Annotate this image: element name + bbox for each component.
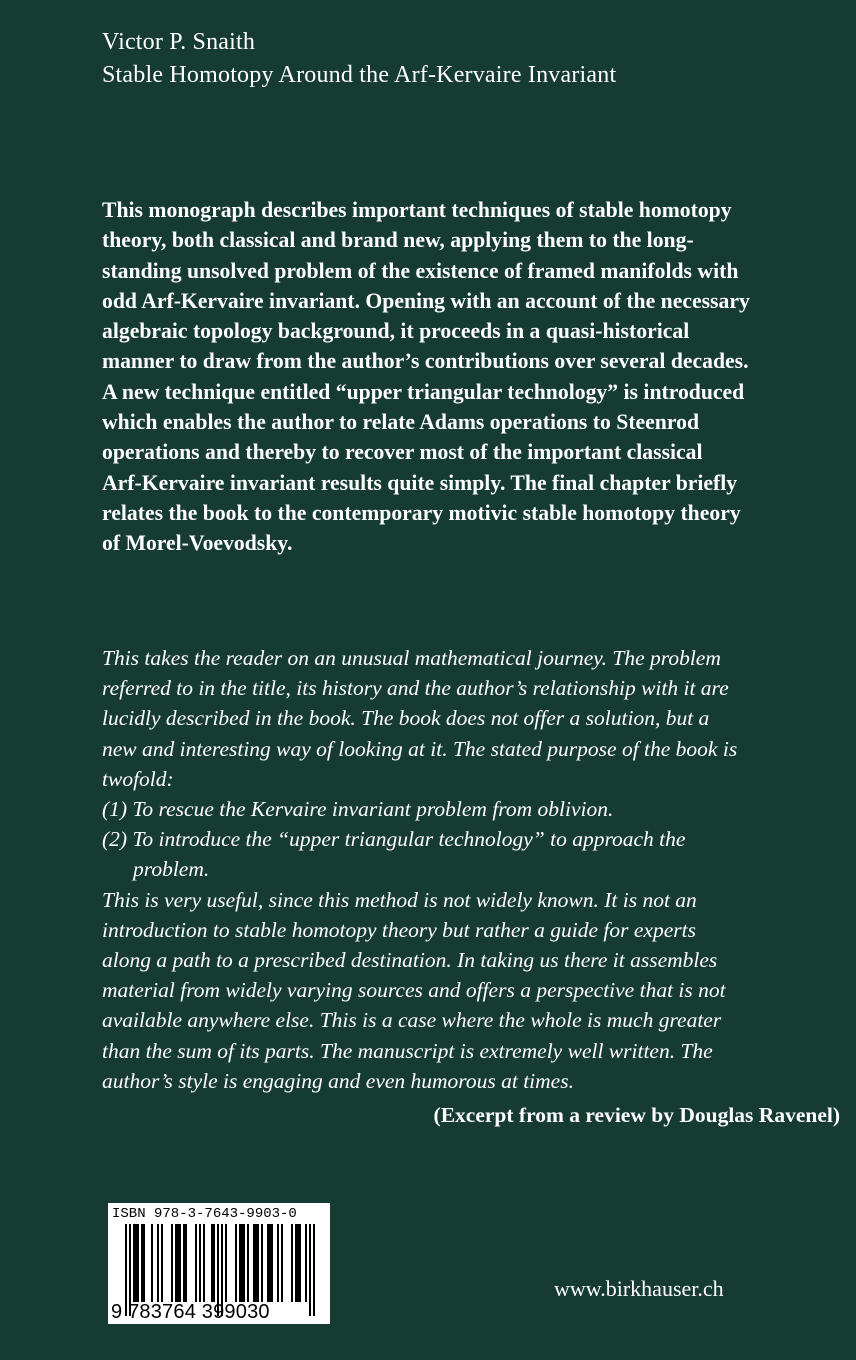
barcode-bar xyxy=(271,1224,273,1302)
review-list-item: (1) To rescue the Kervaire invariant problem from oblivion. xyxy=(102,797,614,822)
barcode-bar xyxy=(243,1224,245,1302)
barcode-bar xyxy=(199,1224,201,1302)
barcode-bar xyxy=(151,1224,153,1302)
barcode-bar xyxy=(161,1224,163,1302)
barcode-bar xyxy=(261,1224,263,1302)
barcode-bar xyxy=(309,1224,311,1316)
barcode-bar xyxy=(277,1224,279,1302)
barcode-bar xyxy=(313,1224,315,1316)
review-conclusion: This is very useful, since this method is not widely known. It is not an introduction to stable homotopy theory but rather a guide for experts along a path to a prescribed destination. In taking us there it assembles material from widely varying sources and offers a perspective that is not available anywhere else. This is a case where the whole is much greater than the sum of its parts. The manuscript is extremely well written. The author’s style is engaging and even humorous at times. xyxy=(102,887,726,1093)
barcode-bar xyxy=(239,1224,241,1302)
header xyxy=(102,26,822,92)
barcode-bar xyxy=(267,1224,269,1302)
barcode-bar xyxy=(235,1224,237,1302)
publisher-website: www.birkhauser.ch xyxy=(554,1276,724,1301)
barcode-bar xyxy=(133,1224,135,1302)
barcode-bar xyxy=(179,1224,181,1302)
barcode-bar xyxy=(305,1224,307,1302)
barcode-bar xyxy=(171,1224,173,1302)
barcode-bar xyxy=(213,1224,215,1302)
barcode-bar xyxy=(241,1224,243,1302)
author-name: Victor P. Snaith xyxy=(102,29,256,55)
book-description: This monograph describes important techniques of stable homotopy theory, both classical and brand new, applying them to the long- standing unsolved problem of the existence of framed manifolds with odd Arf-Kervaire invariant. Opening with an account of the necessary algebraic topology background, it proceeds in a quasi-historical manner to draw from the author’s contributions over several decades. A new technique entitled “upper triangular technology” is introduced which enables the author to relate Adams operations to Steenrod operations and thereby to recover most of the important classical Arf-Kervaire invariant results quite simply. The final chapter briefly relates the book to the contemporary motivic stable homotopy theory of Morel-Voevodsky. xyxy=(102,198,750,556)
review-attribution: (Excerpt from a review by Douglas Ravenel) xyxy=(433,1103,840,1127)
review-list-item: (2) To introduce the “upper triangular technology” to approach the problem. xyxy=(102,827,686,882)
barcode-bar xyxy=(185,1224,187,1302)
barcode-bar xyxy=(253,1224,255,1302)
barcode-bar xyxy=(141,1224,143,1302)
barcode-bar xyxy=(299,1224,301,1302)
barcode-bar xyxy=(175,1224,177,1302)
barcode-bar xyxy=(143,1224,145,1302)
barcode-bar xyxy=(183,1224,185,1302)
barcode-bar xyxy=(291,1224,293,1302)
barcode-bar xyxy=(225,1224,227,1302)
barcode-bar xyxy=(157,1224,159,1302)
isbn-barcode xyxy=(108,1203,330,1324)
barcode-bar xyxy=(137,1224,139,1302)
review-intro: This takes the reader on an unusual mathematical journey. The problem referred to in the title, its history and the author’s relationship with it are lucidly described in the book. The book does not offer a solution, but a new and interesting way of looking at it. The stated purpose of the book is twofold: xyxy=(102,646,738,791)
isbn-label: ISBN 978-3-7643-9903-0 xyxy=(112,1206,297,1222)
review-excerpt xyxy=(102,643,832,1096)
barcode-bar xyxy=(281,1224,283,1302)
barcode-bar xyxy=(297,1224,299,1302)
book-title: Stable Homotopy Around the Arf-Kervaire Invariant xyxy=(102,62,617,88)
barcode-bar xyxy=(247,1224,249,1302)
ean-digits: 9 783764 399030 xyxy=(111,1301,270,1323)
barcode-bar xyxy=(203,1224,205,1302)
barcode-bar xyxy=(257,1224,259,1302)
barcode-bar xyxy=(211,1224,213,1302)
barcode-bar xyxy=(255,1224,257,1302)
barcode-bar xyxy=(195,1224,197,1302)
barcode-bar xyxy=(177,1224,179,1302)
barcode-bar xyxy=(135,1224,137,1302)
barcode-bar xyxy=(295,1224,297,1302)
barcode-bar xyxy=(269,1224,271,1302)
